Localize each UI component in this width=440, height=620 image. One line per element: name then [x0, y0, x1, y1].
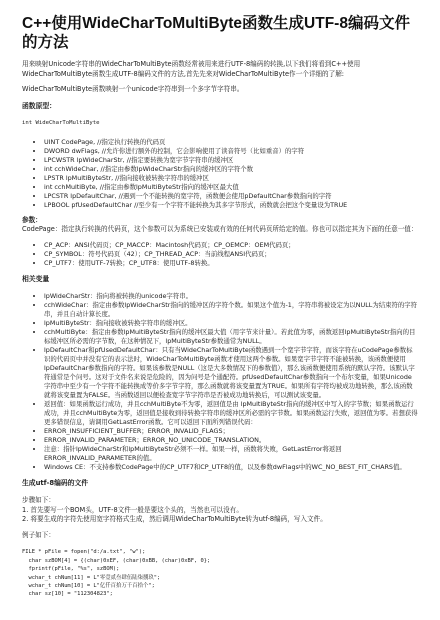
prototype-code: int WideCharToMultiByte [22, 119, 100, 126]
prototype-heading: 函数原型： [22, 101, 56, 110]
code-line: wchar_t chNum[10] = L"亿仟百拾万千百拾个"; [22, 582, 155, 589]
lead-paragraph: WideCharToMultiByte函数映射一个unicode字符串到一个多字节字符串。 [22, 85, 244, 94]
list-item: • LPSTR lpMultiByteStr, //指向接收被转换字符串的缓冲区 [44, 174, 418, 183]
list-item: • LPCWSTR lpWideCharStr, //指定要转换为宽字节字符串的缓冲区 [44, 156, 418, 165]
related-list [22, 292, 418, 472]
list-item: • int cchWideChar, //指定由参数lpWideCharStr指向的缓冲区的字符个数 [44, 165, 418, 174]
list-item: • LPBOOL pfUsedDefaultChar //至少有一个字符不能转换为其多字节形式，函数就会把这个变量设为TRUE [44, 201, 418, 210]
list-item: • ERROR_INVALID_PARAMETER；ERROR_NO_UNICODE_TRANSLATION。 [44, 436, 418, 445]
step-item: 2. 将要生成的字符先使用宽字符格式生成，然后调用WideCharToMultiByte转为utf-8编码，写入文件。 [22, 515, 327, 524]
list-item: • int cchMultiByte, //指定由参数lpMultiByteStr指向的缓冲区最大值 [44, 183, 418, 192]
list-item: • LPCSTR lpDefaultChar, //遇到一个不能转换的宽字符，函数便会使用pDefaultChar参数指向的字符 [44, 192, 418, 201]
steps-label: 步骤如下： [22, 495, 55, 504]
generate-heading: 生成utf-8编码的文件 [22, 478, 89, 487]
code-line: wchar_t chNum[11] = L"零壹贰叁肆伍陆柒捌玖"; [22, 574, 161, 581]
list-item: • lpMultiByteStr：指向接收被转换字符串的缓冲区。 [44, 319, 418, 328]
list-item: • lpDefaultChar和pfUsedDefaultChar：只有当WideCharToMultiByte函数遇到一个宽字节字符，而该字符在uCodePage参数标识的代码页中并没有它的表示法时，WideCharToMultiByte函数才使用这两个参数。如果宽字节字符不能被转换，该函数便使用lpDefaultChar参数指向的字符。如果该参数是NULL（这是大多数情况下的参数值），那么该函数便使用系统的默认字符。该默认字符通常是个问号。这对于文件名来说是危险的，因为问号是个通配符。pfUsedDefaultChar参数指向一个布尔变量，如果Unicode字符串中至少有一个字符不能转换成等价多字节字符，那么函数就将该变量置为TRUE。如果所有字符均被成功地转换，那么该函数就将该变量置为FALSE。当函数返回以便检查宽字节字符串是否被成功地转换后，可以测试该变量。 [44, 346, 418, 400]
params-label: 参数： [22, 215, 42, 224]
code-line: FILE * pFile = fopen("d:/a.txt", "w"); [22, 549, 146, 556]
list-item: • CP_SYMBOL：符号代码页（42）；CP_THREAD_ACP：当前线程ANSI代码页； [44, 250, 418, 259]
code-line: fprintf(pFile, "%s", szBOM); [22, 566, 120, 573]
list-item: • UINT CodePage, //指定执行转换的代码页 [44, 138, 418, 147]
list-item: • lpWideCharStr：指向将被转换的unicode字符串。 [44, 292, 418, 301]
list-item: • cchWideChar：指定由参数lpWideCharStr指向的缓冲区的字符个数。如果这个值为-1，字符串将被设定为以NULL为结束符的字符串，并且自动计算长度。 [44, 301, 418, 319]
list-item: • Windows CE：不支持参数CodePage中的CP_UTF7和CP_UTF8的值，以及参数dwFlags中的WC_NO_BEST_FIT_CHARS值。 [44, 463, 418, 472]
intro-paragraph: 用来映射Unicode字符串的WideCharToMultiByte函数经常被用来进行UTF-8编码的转换,以下我们将看到C++使用WideCharToMultiByte函数生成UTF-8编码文件的方法,首先先来对WideCharToMultiByte作一个详细的了解: [22, 60, 361, 78]
list-item: • 返回值：如果函数运行成功，并且cchMultiByte不为零，返回值是由 lpMultiByteStr指向的缓冲区中写入的字节数；如果函数运行成功，并且cchMultiByte为零，返回值是接收到待转换字符串的缓冲区所必需的字节数。如果函数运行失败，返回值为零。若想获得更多错误信息，请调用GetLastError函数。它可以返回下面所列错误代码： [44, 400, 418, 427]
related-heading: 相关变量 [22, 274, 50, 283]
list-item: • cchMultiByte：指定由参数lpMultiByteStr指向的缓冲区最大值（用字节来计量）。若此值为零，函数返回lpMultiByteStr指向的目标缓冲区所必需的字节数，在这种情况下，lpMultiByteStr参数通常为NULL。 [44, 328, 418, 346]
code-line: char sz[10] = "112304823"; [22, 591, 113, 598]
list-item: • ERROR_INSUFFICIENT_BUFFER；ERROR_INVALID_FLAGS； [44, 427, 418, 436]
code-line: char szBOM[4] = {(char)0xEF, (char)0xBB, (char)0xBF, 0}; [22, 557, 211, 564]
example-label: 例子如下： [22, 530, 55, 539]
page-title: C++使用WideCharToMultiByte函数生成UTF-8编码文件的方法 [22, 15, 410, 51]
list-item: • 注意：指针lpWideCharStr和lpMultiByteStr必须不一样。如果一样，函数将失败，GetLastError将返回 ERROR_INVALID_PARAMETER的值。 [44, 445, 418, 463]
params-text: CodePage：指定执行转换的代码页，这个参数可以为系统已安装或有效的任何代码页所给定的值。你也可以指定其为下面的任意一值： [22, 225, 418, 234]
list-item: • CP_UTF7：使用UTF-7转换；CP_UTF8：使用UTF-8转换。 [44, 259, 418, 268]
list-item: • CP_ACP：ANSI代码页；CP_MACCP：Macintosh代码页；CP_OEMCP：OEM代码页； [44, 241, 418, 250]
step-item: 1. 首先要写一个BOM头，UTF-8文件一般是要这个头的，当然也可以没有。 [22, 505, 243, 514]
prototype-list [22, 138, 418, 210]
list-item: • DWORD dwFlags, //允许你进行额外的控制，它会影响使用了读音符号（比如重音）的字符 [44, 147, 418, 156]
codepage-list [22, 241, 418, 268]
